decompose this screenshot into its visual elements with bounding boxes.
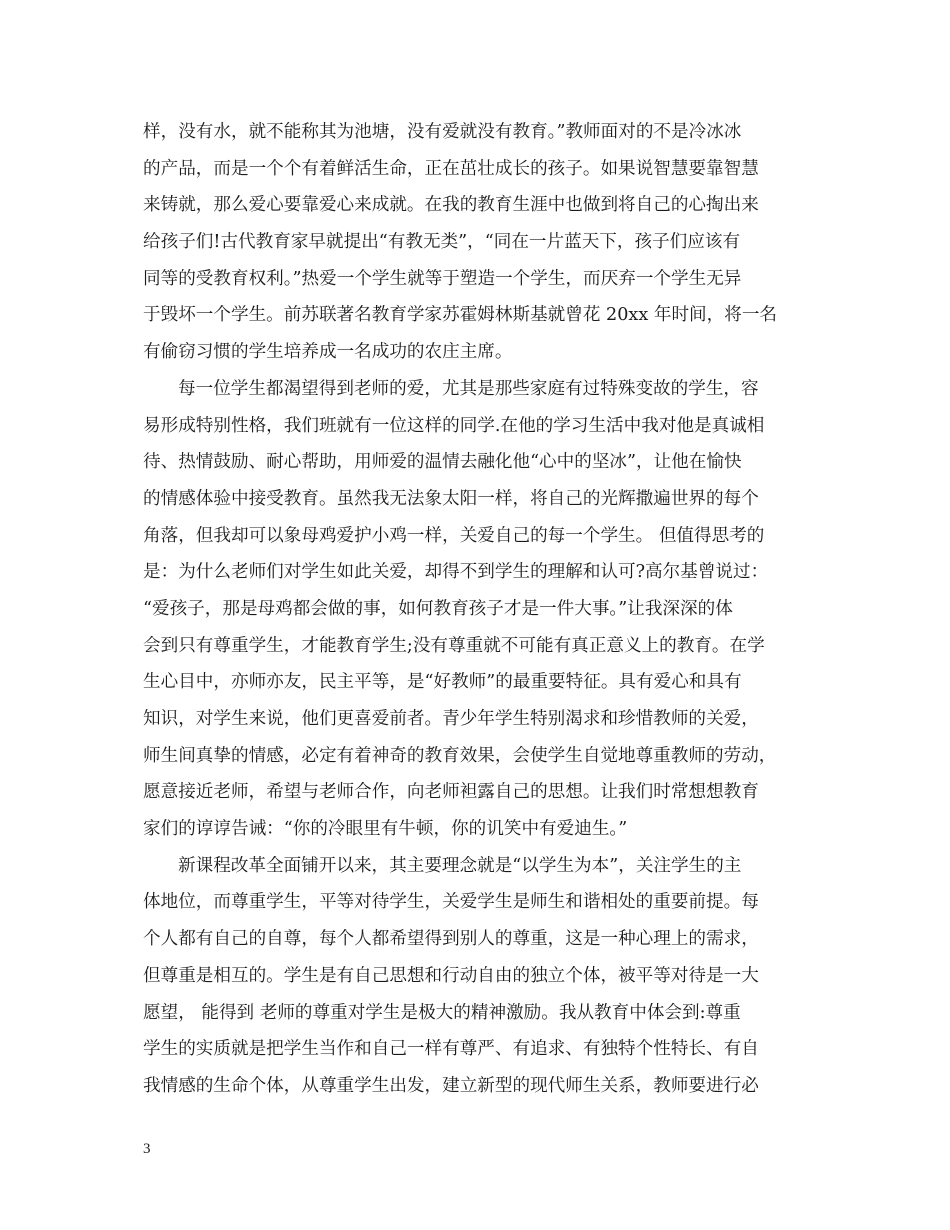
text-line: 体地位，而尊重学生，平等对待学生，关爱学生是师生和谐相处的重要前提。每 <box>143 892 759 913</box>
text-line: 会到只有尊重学生，才能教育学生;没有尊重就不可能有真正意义上的教育。在学 <box>143 635 765 656</box>
text-line: 但尊重是相互的。学生是有自己思想和行动自由的独立个体，被平等对待是一大 <box>143 965 759 986</box>
text-line: 给孩子们!古代教育家早就提出“有教无类”，“同在一片蓝天下，孩子们应该有 <box>143 232 741 253</box>
text-line: 愿望， 能得到 老师的尊重对学生是极大的精神激励。我从教育中体会到:尊重 <box>143 1002 741 1023</box>
text-line: 有偷窃习惯的学生培养成一名成功的农庄主席。 <box>143 342 513 363</box>
text-line: 的产品，而是一个个有着鲜活生命，正在茁壮成长的孩子。如果说智慧要靠智慧 <box>143 158 759 179</box>
text-line: 角落，但我却可以象母鸡爱护小鸡一样，关爱自己的每一个学生。 但值得思考的 <box>143 525 765 546</box>
text-line: 生心目中，亦师亦友，民主平等，是“好教师”的最重要特征。具有爱心和具有 <box>143 672 742 693</box>
text-line: 师生间真挚的情感，必定有着神奇的教育效果，会使学生自觉地尊重教师的劳动， <box>143 745 777 766</box>
text-line: 同等的受教育权利。”热爱一个学生就等于塑造一个学生，而厌弃一个学生无异 <box>143 268 742 289</box>
text-line: 于毁坏一个学生。前苏联著名教育学家苏霍姆林斯基就曾花 20xx 年时间，将一名 <box>143 305 778 326</box>
text-line: 是：为什么老师们对学生如此关爱，却得不到学生的理解和认可?高尔基曾说过： <box>143 562 769 583</box>
paragraph-start-line: 每一位学生都渴望得到老师的爱，尤其是那些家庭有过特殊变故的学生，容 <box>178 378 759 399</box>
text-line: “爱孩子，那是母鸡都会做的事，如何教育孩子才是一件大事。”让我深深的体 <box>143 598 733 619</box>
text-line: 家们的谆谆告诫：“你的冷眼里有牛顿，你的讥笑中有爱迪生。” <box>143 819 628 840</box>
paragraph-start-line: 新课程改革全面铺开以来，其主要理念就是“以学生为本”，关注学生的主 <box>178 855 742 876</box>
text-line: 待、热情鼓励、耐心帮助，用师爱的温情去融化他“心中的坚冰”，让他在愉快 <box>143 452 742 473</box>
text-line: 个人都有自己的自尊，每个人都希望得到别人的尊重，这是一种心理上的需求， <box>143 929 759 950</box>
text-line: 易形成特别性格，我们班就有一位这样的同学.在他的学习生活中我对他是真诚相 <box>143 415 765 436</box>
text-line: 知识，对学生来说，他们更喜爱前者。青少年学生特别渴求和珍惜教师的关爱， <box>143 709 759 729</box>
text-line: 来铸就，那么爱心要靠爱心来成就。在我的教育生涯中也做到将自己的心掏出来 <box>143 195 759 216</box>
text-line: 的情感体验中接受教育。虽然我无法象太阳一样，将自己的光辉撒遍世界的每个 <box>143 488 759 509</box>
text-line: 样，没有水，就不能称其为池塘，没有爱就没有教育。”教师面对的不是冷冰冰 <box>143 122 742 142</box>
text-line: 愿意接近老师，希望与老师合作，向老师袒露自己的思想。让我们时常想想教育 <box>143 782 759 803</box>
body-text <box>143 114 811 1105</box>
text-line: 我情感的生命个体，从尊重学生出发，建立新型的现代师生关系，教师要进行必 <box>143 1075 759 1096</box>
page-number: 3 <box>143 1141 151 1157</box>
text-line: 学生的实质就是把学生当作和自己一样有尊严、有追求、有独特个性特长、有自 <box>143 1039 759 1060</box>
